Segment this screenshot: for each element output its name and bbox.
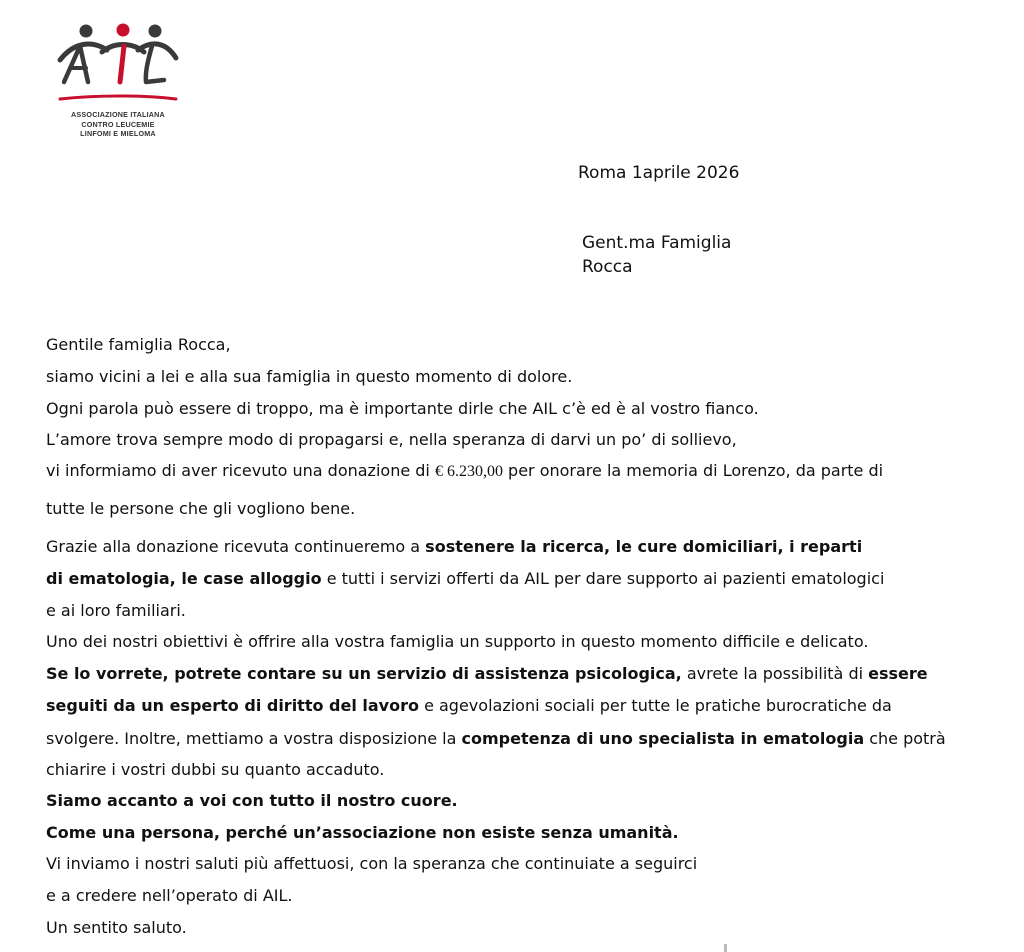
letter-text: svolgere. Inoltre, mettiamo a vostra disposizione la — [46, 729, 462, 748]
ail-logo-figures — [52, 20, 184, 110]
letter-line — [46, 729, 946, 749]
letter-line-donation — [46, 461, 883, 482]
letter-date: Roma 1aprile 2026 — [578, 163, 740, 183]
letter-bold-text: Se lo vorrete, potrete contare su un servizio di assistenza psicologica, — [46, 664, 682, 683]
letter-line — [46, 537, 862, 557]
page-mark — [724, 944, 727, 952]
letter-line: e ai loro familiari. — [46, 601, 186, 620]
letter-text: per onorare la memoria di Lorenzo, da parte di — [502, 461, 884, 480]
letter-line — [46, 823, 679, 843]
letter-bold-text: di ematologia, le case alloggio — [46, 569, 322, 588]
letter-line — [46, 664, 928, 684]
donation-amount: € 6.230,00 — [434, 463, 503, 480]
letter-text: vi informiamo di aver ricevuto una donazione di — [46, 461, 435, 480]
letter-line: chiarire i vostri dubbi su quanto accaduto. — [46, 760, 385, 779]
letter-line — [46, 569, 884, 589]
logo-caption-line-3: LINFOMI E MIELOMA — [80, 129, 156, 138]
letter-line: L’amore trova sempre modo di propagarsi e, nella speranza di darvi un po’ di sollievo, — [46, 430, 737, 449]
logo-caption-line-2: CONTRO LEUCEMIE — [81, 119, 155, 129]
letter-line: Vi inviamo i nostri saluti più affettuosi, con la speranza che continuiate a seguirci — [46, 854, 698, 873]
ail-logo — [52, 20, 184, 146]
recipient-line-2: Rocca — [582, 257, 633, 277]
letter-bold-text: Siamo accanto a voi con tutto il nostro cuore. — [46, 791, 458, 810]
letter-text: e tutti i servizi offerti da AIL per dare supporto ai pazienti ematologici — [321, 569, 885, 588]
greeting: Gentile famiglia Rocca, — [46, 335, 231, 354]
letter-text: e agevolazioni sociali per tutte le pratiche burocratiche da — [418, 696, 892, 715]
letter-bold-text: competenza di uno specialista in ematologia — [461, 729, 865, 748]
letter-line — [46, 791, 458, 811]
letter-bold-text: sostenere la ricerca, le cure domiciliari, i reparti — [425, 537, 863, 556]
recipient-block — [582, 231, 731, 279]
letter-text: Grazie alla donazione ricevuta continueremo a — [46, 537, 426, 556]
letter-line: siamo vicini a lei e alla sua famiglia in questo momento di dolore. — [46, 367, 573, 386]
letter-line: Ogni parola può essere di troppo, ma è importante dirle che AIL c’è ed è al vostro fianco. — [46, 399, 759, 418]
letter-text: che potrà — [864, 729, 946, 748]
letter-bold-text: seguiti da un esperto di diritto del lavoro — [46, 696, 419, 715]
letter-line: Uno dei nostri obiettivi è offrire alla vostra famiglia un supporto in questo momento difficile e delicato. — [46, 632, 869, 651]
letter-bold-text: Come una persona, perché un’associazione non esiste senza umanità. — [46, 823, 679, 842]
letter-line: e a credere nell’operato di AIL. — [46, 886, 293, 905]
letter-line — [46, 696, 892, 716]
letter-bold-text: essere — [868, 664, 928, 683]
logo-caption — [52, 110, 184, 139]
recipient-line-1: Gent.ma Famiglia — [582, 233, 732, 253]
closing: Un sentito saluto. — [46, 918, 187, 937]
letter-line: tutte le persone che gli vogliono bene. — [46, 499, 356, 518]
letter-text: avrete la possibilità di — [681, 664, 869, 683]
logo-caption-line-1: ASSOCIAZIONE ITALIANA — [71, 110, 165, 119]
